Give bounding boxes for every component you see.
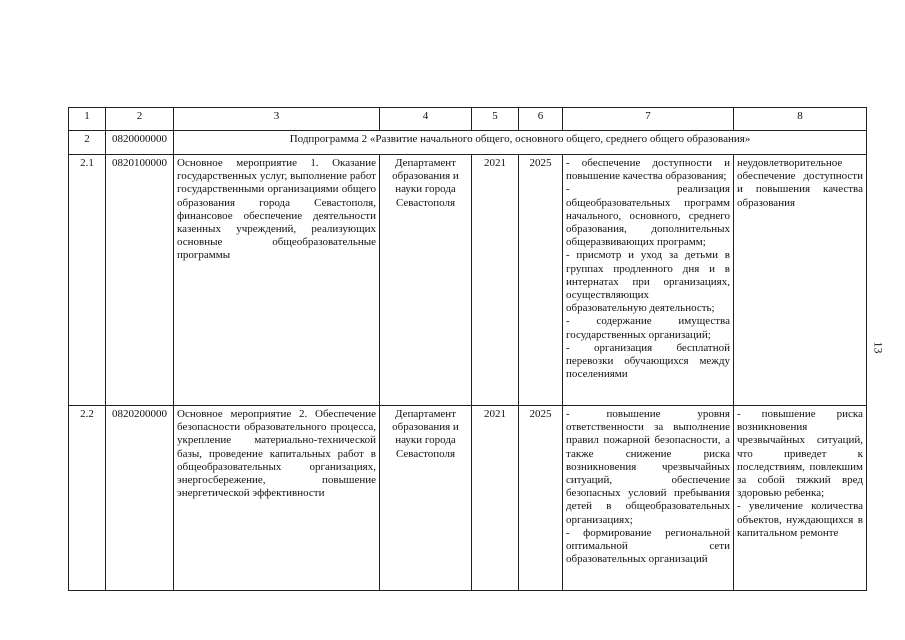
row-end-year: 2025 (519, 155, 563, 406)
subprogram-title: Подпрограмма 2 «Развитие начального общего, основного общего, среднего общего образования» (174, 131, 867, 155)
header-cell: 2 (106, 108, 174, 131)
subprogram-row (69, 131, 867, 155)
row-results: - повышение уровня ответственности за выполнение правил пожарной безопасности, а также снижение риска возникновения чрезвычайных ситуаций, обеспечение безопасных условий пребывания детей в общеобразовательных организациях; - формирование региональной оптимальной сети образовательных организаций (563, 406, 734, 591)
subprogram-code: 0820000000 (106, 131, 174, 155)
row-executor: Департамент образования и науки города Севастополя (380, 406, 472, 591)
table-row (69, 406, 867, 591)
row-activity: Основное мероприятие 1. Оказание государственных услуг, выполнение работ государственными организациями общего образования города Севастополя, финансовое обеспечение деятельности казенных учреждений, реализующих основные общеобразовательные программы (174, 155, 380, 406)
header-cell: 1 (69, 108, 106, 131)
program-activities-table (68, 107, 867, 591)
row-results: - обеспечение доступности и повышение качества образования; - реализация общеобразовательных программ начального, основного, среднего образования, дополнительных общеразвивающих программ; - присмотр и уход за детьми в группах продленного дня и в интернатах при организациях, осуществляющих образовательную деятельность; - содержание имущества государственных организаций; - организация бесплатной перевозки обучающихся между поселениями (563, 155, 734, 406)
page-number: 13 (871, 341, 886, 354)
header-cell: 8 (734, 108, 867, 131)
header-cell: 6 (519, 108, 563, 131)
header-cell: 3 (174, 108, 380, 131)
row-code: 0820100000 (106, 155, 174, 406)
row-number: 2.2 (69, 406, 106, 591)
row-consequences: - повышение риска возникновения чрезвычайных ситуаций, что приведет к последствиям, повлекшим за собой тяжкий вред здоровью ребенка; - увеличение количества объектов, нуждающихся в капитальном ремонте (734, 406, 867, 591)
row-activity: Основное мероприятие 2. Обеспечение безопасности образовательного процесса, укрепление материально-технической базы, проведение капитальных работ в общеобразовательных организациях, энергосбережение, повышение энергетической эффективности (174, 406, 380, 591)
header-cell: 7 (563, 108, 734, 131)
row-consequences: неудовлетворительное обеспечение доступности и повышения качества образования (734, 155, 867, 406)
row-start-year: 2021 (472, 155, 519, 406)
header-cell: 4 (380, 108, 472, 131)
row-number: 2.1 (69, 155, 106, 406)
row-code: 0820200000 (106, 406, 174, 591)
row-end-year: 2025 (519, 406, 563, 591)
subprogram-number: 2 (69, 131, 106, 155)
header-row (69, 108, 867, 131)
row-start-year: 2021 (472, 406, 519, 591)
row-executor: Департамент образования и науки города Севастополя (380, 155, 472, 406)
header-cell: 5 (472, 108, 519, 131)
table-row (69, 155, 867, 406)
